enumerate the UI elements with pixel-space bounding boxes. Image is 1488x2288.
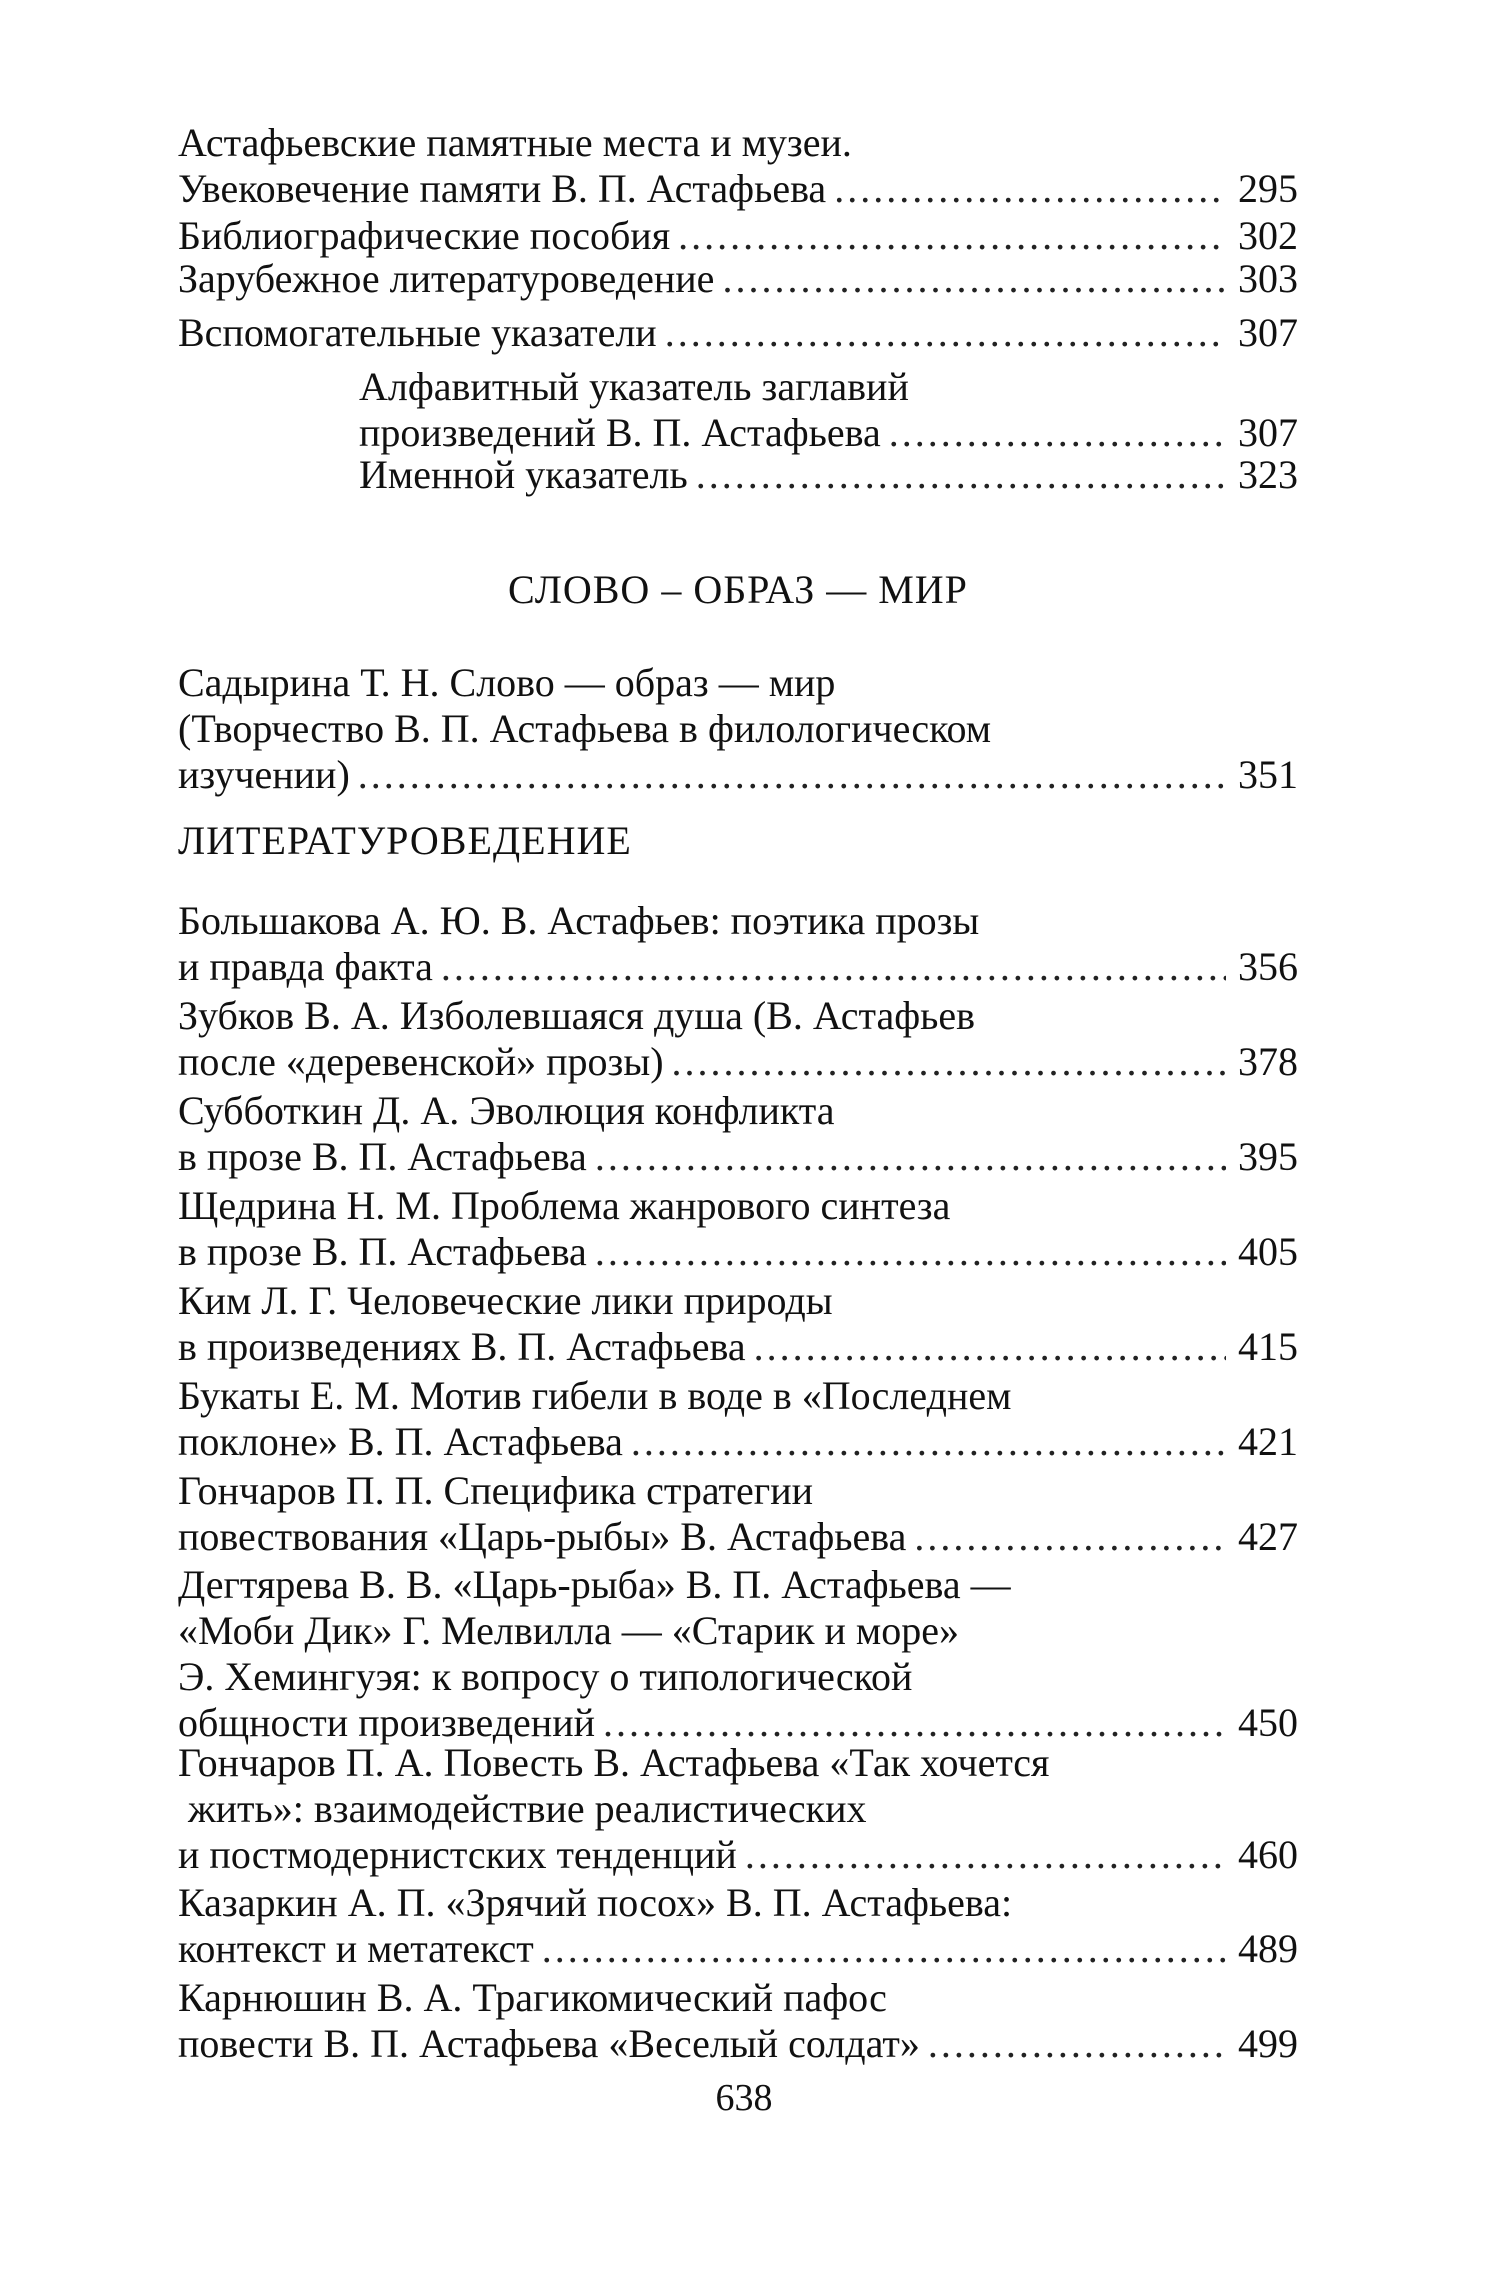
dot-leader	[672, 1039, 1226, 1085]
toc-entry	[178, 660, 1298, 798]
entry-title-end: Именной указатель	[359, 452, 688, 497]
page-number: 323	[1238, 452, 1298, 497]
toc-entry	[178, 256, 1298, 302]
entry-line: Дегтярева В. В. «Царь-рыба» В. П. Астафьева —	[178, 1562, 1011, 1607]
page-number: 302	[1238, 213, 1298, 258]
page-number: 415	[1238, 1324, 1298, 1369]
toc-subentry	[178, 364, 1298, 456]
page-number: 295	[1238, 166, 1298, 211]
entry-line: Казаркин А. П. «Зрячий посох» В. П. Астафьева:	[178, 1880, 1013, 1925]
entry-title-end: Зарубежное литературоведение	[178, 256, 715, 301]
dot-leader	[722, 256, 1226, 302]
page-number: 395	[1238, 1134, 1298, 1179]
entry-title-end: после «деревенской» прозы)	[178, 1039, 664, 1084]
dot-leader	[678, 213, 1226, 259]
page-number: 351	[1238, 752, 1298, 797]
toc-entry	[178, 120, 1298, 212]
entry-line: жить»: взаимодействие реалистических	[188, 1786, 867, 1831]
entry-title-end: Вспомогательные указатели	[178, 310, 657, 355]
toc-entry	[178, 1468, 1298, 1560]
entry-line: Щедрина Н. М. Проблема жанрового синтеза	[178, 1183, 951, 1228]
entry-line: «Моби Дик» Г. Мелвилла — «Старик и море»	[178, 1608, 959, 1653]
page-number: 489	[1238, 1926, 1298, 1971]
toc-entry	[178, 310, 1298, 356]
page-number: 450	[1238, 1700, 1298, 1745]
entry-line: Астафьевские памятные места и музеи.	[178, 120, 852, 165]
dot-leader	[914, 1514, 1226, 1560]
dot-leader	[754, 1324, 1226, 1370]
dot-leader	[928, 2021, 1226, 2067]
entry-title-end: произведений В. П. Астафьева	[359, 410, 881, 455]
entry-title-end: повествования «Царь-рыбы» В. Астафьева	[178, 1514, 907, 1559]
dot-leader	[745, 1832, 1226, 1878]
dot-leader	[631, 1419, 1226, 1465]
toc-entry	[178, 1278, 1298, 1370]
section-heading: СЛОВО – ОБРАЗ — МИР	[508, 567, 968, 612]
page-number: 307	[1238, 310, 1298, 355]
toc-entry	[178, 1975, 1298, 2067]
toc-entry	[178, 213, 1298, 259]
dot-leader	[889, 410, 1226, 456]
entry-line: Гончаров П. А. Повесть В. Астафьева «Так хочется	[178, 1740, 1050, 1785]
page-number: 460	[1238, 1832, 1298, 1877]
section-heading: ЛИТЕРАТУРОВЕДЕНИЕ	[178, 818, 632, 863]
entry-title-end: поклоне» В. П. Астафьева	[178, 1419, 623, 1464]
toc-entry	[178, 993, 1298, 1085]
page-number: 378	[1238, 1039, 1298, 1084]
entry-title-end: изучении)	[178, 752, 350, 797]
toc-subentry	[178, 452, 1298, 498]
dot-leader	[595, 1229, 1226, 1275]
toc-entry	[178, 1740, 1298, 1878]
dot-leader	[595, 1134, 1226, 1180]
entry-title-end: в произведениях В. П. Астафьева	[178, 1324, 746, 1369]
entry-line: Большакова А. Ю. В. Астафьев: поэтика прозы	[178, 898, 980, 943]
entry-title-end: в прозе В. П. Астафьева	[178, 1134, 587, 1179]
entry-title-end: Увековечение памяти В. П. Астафьева	[178, 166, 827, 211]
entry-title-end: общности произведений	[178, 1700, 596, 1745]
toc-entry	[178, 1183, 1298, 1275]
toc-entry	[178, 1880, 1298, 1972]
dot-leader	[696, 452, 1226, 498]
entry-title-end: контекст и метатекст	[178, 1926, 534, 1971]
page-number: 356	[1238, 944, 1298, 989]
entry-line: Букаты Е. М. Мотив гибели в воде в «Последнем	[178, 1373, 1012, 1418]
entry-title-end: и постмодернистских тенденций	[178, 1832, 737, 1877]
entry-line: Ким Л. Г. Человеческие лики природы	[178, 1278, 833, 1323]
entry-title-end: Библиографические пособия	[178, 213, 671, 258]
toc-entry	[178, 1562, 1298, 1746]
entry-line: Садырина Т. Н. Слово — образ — мир	[178, 660, 836, 705]
entry-line: Карнюшин В. А. Трагикомический пафос	[178, 1975, 887, 2020]
entry-title-end: и правда факта	[178, 944, 433, 989]
entry-title-end: в прозе В. П. Астафьева	[178, 1229, 587, 1274]
entry-line: Субботкин Д. А. Эволюция конфликта	[178, 1088, 835, 1133]
entry-line: (Творчество В. П. Астафьева в филологическом	[178, 706, 992, 751]
dot-leader	[834, 166, 1226, 212]
entry-line: Алфавитный указатель заглавий	[359, 364, 909, 409]
page-number: 427	[1238, 1514, 1298, 1559]
entry-line: Зубков В. А. Изболевшаяся душа (В. Астафьев	[178, 993, 976, 1038]
page-number: 307	[1238, 410, 1298, 455]
dot-leader	[665, 310, 1226, 356]
toc-entry	[178, 1373, 1298, 1465]
toc-entry	[178, 898, 1298, 990]
dot-leader	[542, 1926, 1226, 1972]
page-number: 303	[1238, 256, 1298, 301]
entry-line: Э. Хемингуэя: к вопросу о типологической	[178, 1654, 913, 1699]
entry-title-end: повести В. П. Астафьева «Веселый солдат»	[178, 2021, 920, 2066]
page-number: 421	[1238, 1419, 1298, 1464]
entry-line: Гончаров П. П. Специфика стратегии	[178, 1468, 813, 1513]
page-number: 499	[1238, 2021, 1298, 2066]
page-number: 405	[1238, 1229, 1298, 1274]
toc-entry	[178, 1088, 1298, 1180]
dot-leader	[441, 944, 1226, 990]
dot-leader	[358, 752, 1226, 798]
page-folio: 638	[715, 2077, 773, 2119]
